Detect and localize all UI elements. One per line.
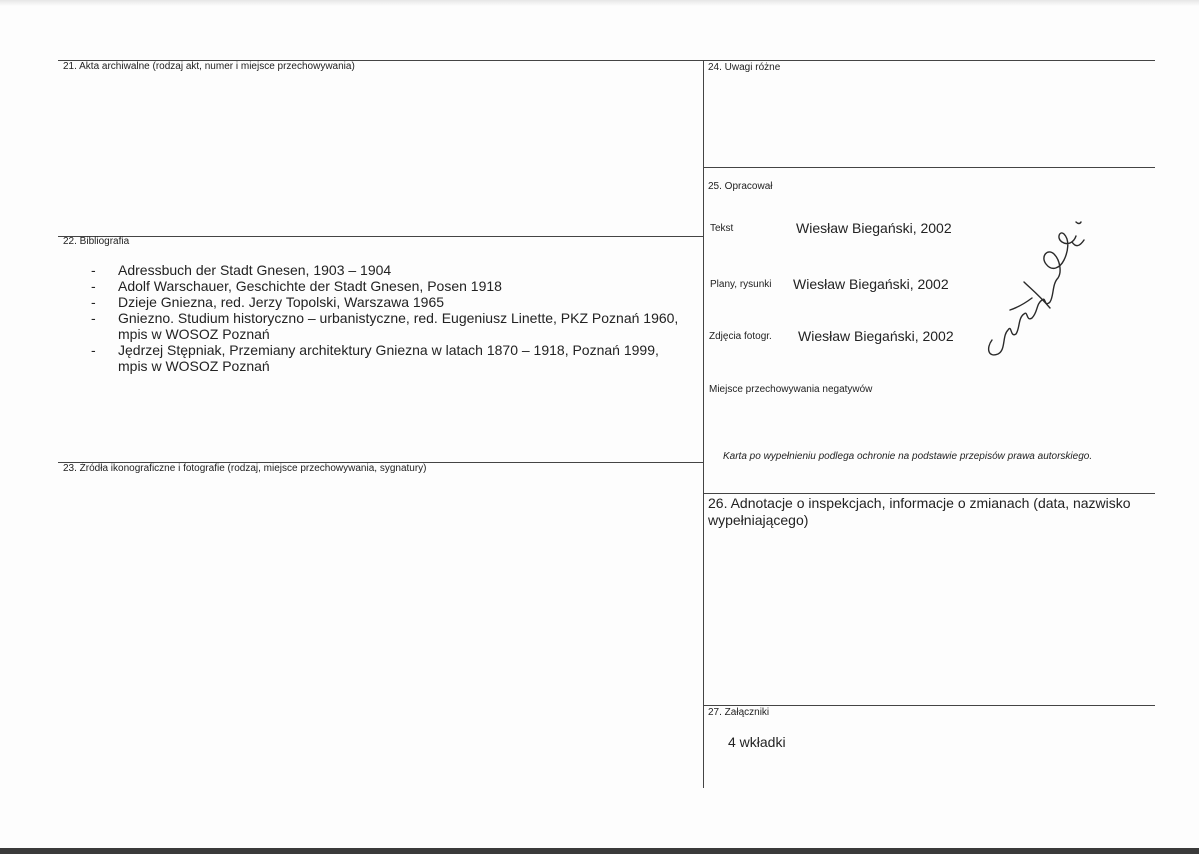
rule-27 bbox=[703, 705, 1155, 706]
tekst-value: Wiesław Biegański, 2002 bbox=[796, 220, 952, 236]
bibliography-item: - Adressbuch der Stadt Gnesen, 1903 – 1904 bbox=[88, 262, 688, 278]
plany-label: Plany, rysunki bbox=[710, 279, 772, 290]
section-27-label: 27. Załączniki bbox=[708, 707, 770, 718]
section-26-label: 26. Adnotacje o inspekcjach, informacje o zmianach (data, nazwisko wypełniającego) bbox=[708, 495, 1131, 528]
section-25-label: 25. Opracował bbox=[708, 181, 773, 192]
rule-22 bbox=[58, 236, 703, 237]
bibliography-item: - Gniezno. Studium historyczno – urbanistyczne, red. Eugeniusz Linette, PKZ Poznań 1960, mpis w WOSOZ Poznań bbox=[88, 310, 688, 342]
negatywy-label: Miejsce przechowywania negatywów bbox=[709, 384, 873, 395]
bibliography-item: - Adolf Warschauer, Geschichte der Stadt Gnesen, Posen 1918 bbox=[88, 278, 688, 294]
copyright-note: Karta po wypełnieniu podlega ochronie na podstawie przepisów prawa autorskiego. bbox=[723, 451, 1093, 462]
tekst-label: Tekst bbox=[710, 223, 734, 234]
section-24-label: 24. Uwagi różne bbox=[708, 62, 781, 73]
zdjecia-label: Zdjęcia fotogr. bbox=[709, 331, 772, 342]
rule-center bbox=[703, 60, 704, 788]
bibliography-item: - Jędrzej Stępniak, Przemiany architektury Gniezna w latach 1870 – 1918, Poznań 1999, mpis w WOSOZ Poznań bbox=[88, 342, 688, 374]
plany-value: Wiesław Biegański, 2002 bbox=[793, 276, 949, 292]
section-21-label: 21. Akta archiwalne (rodzaj akt, numer i miejsce przechowywania) bbox=[63, 61, 355, 72]
rule-25 bbox=[703, 167, 1155, 168]
scan-edge-top bbox=[0, 0, 1199, 6]
bibliography-item: - Dzieje Gniezna, red. Jerzy Topolski, Warszawa 1965 bbox=[88, 294, 688, 310]
scan-edge-bottom bbox=[0, 848, 1199, 854]
zdjecia-value: Wiesław Biegański, 2002 bbox=[798, 328, 954, 344]
handwritten-signature bbox=[980, 212, 1100, 372]
bibliography-list bbox=[88, 262, 688, 374]
section-22-label: 22. Bibliografia bbox=[63, 236, 130, 247]
rule-26 bbox=[703, 493, 1155, 494]
zalaczniki-value: 4 wkładki bbox=[728, 734, 786, 750]
section-23-label: 23. Źródła ikonograficzne i fotografie (rodzaj, miejsce przechowywania, sygnatury) bbox=[63, 463, 427, 474]
